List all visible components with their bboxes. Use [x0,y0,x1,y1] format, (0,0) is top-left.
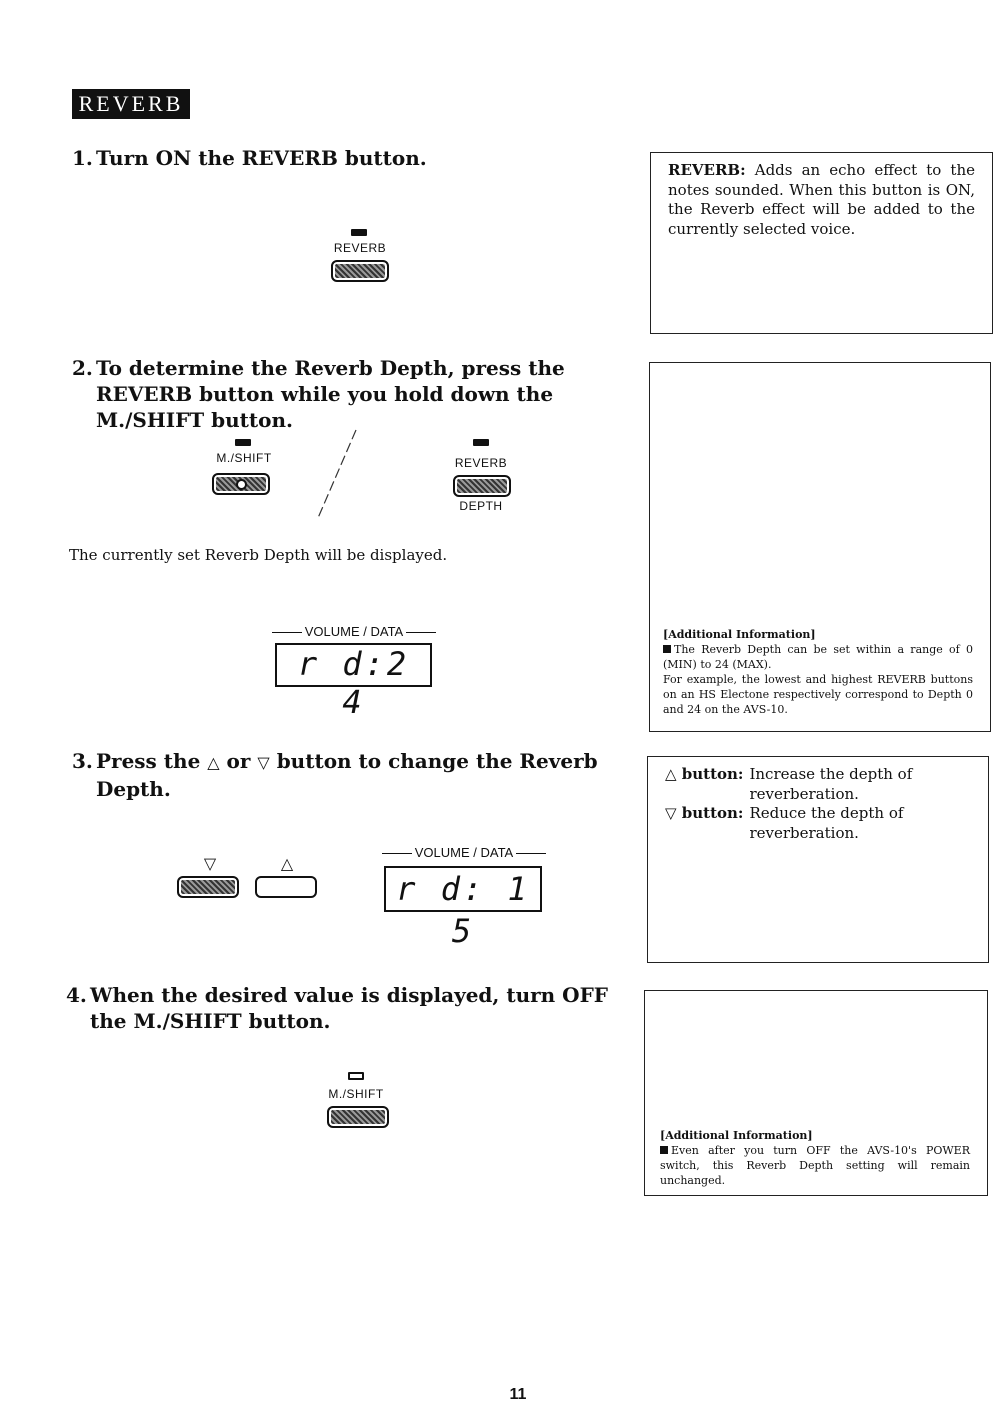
info-2 [660,1128,970,1188]
step-2-number: 2. [72,356,93,380]
volume-data-label-1-text: VOLUME / DATA [304,624,404,639]
step-2-caption: The currently set Reverb Depth will be displayed. [69,546,448,564]
info-1-heading: [Additional Information] [663,628,816,641]
reverb-led-2 [473,439,489,446]
reverb-note-box [650,152,993,334]
up-note-desc: Increase the depth of reverberation. [749,765,913,803]
mshift-button-step4[interactable] [327,1106,389,1128]
down-arrow-icon: ▽ [203,856,217,873]
bullet-square-icon [663,645,671,653]
step-3-text-before: Press the [96,749,201,773]
info-1-line-1: The Reverb Depth can be set within a range of 0 (MIN) to 24 (MAX). [663,643,973,671]
step-4 [66,982,626,1034]
reverb-label: REVERB [333,241,387,255]
mshift-label: M./SHIFT [216,451,272,465]
step-3-text-after: button to change the Reverb Depth. [96,749,598,801]
down-button[interactable] [177,876,239,898]
display-depth-15: r d: 1 5 [384,866,542,912]
button-note-box [647,756,989,963]
down-note-term: ▽ button: [665,804,744,822]
bullet-square-icon-2 [660,1146,668,1154]
combination-slash [312,428,362,520]
display-depth-24: r d:2 4 [275,643,432,687]
info-2-line-1: Even after you turn OFF the AVS-10's POWER switch, this Reverb Depth setting will remain unchanged. [660,1144,970,1187]
mshift-led-off [348,1072,364,1080]
shift-indicator-icon [236,479,247,490]
reverb-button-step2[interactable] [453,475,511,497]
step-1-number: 1. [72,146,93,170]
reverb-note-desc: Adds an echo effect to the notes sounded. When this button is ON, the Reverb effect will be added to the currently selected voice. [668,161,975,238]
reverb-label-2: REVERB [454,456,508,470]
up-arrow-icon: △ [280,856,294,873]
step-3 [72,748,632,802]
step-3-number: 3. [72,749,93,773]
info-2-heading: [Additional Information] [660,1129,813,1142]
info-box-1 [649,362,991,732]
volume-data-label-1 [262,624,446,639]
step-1-text: Turn ON the REVERB button. [96,146,427,170]
up-note [665,765,975,804]
down-note-desc: Reduce the depth of reverberation. [749,804,904,842]
volume-data-label-2-text: VOLUME / DATA [414,845,514,860]
mshift-led [235,439,251,446]
volume-data-label-2 [372,845,556,860]
reverb-note [668,161,975,239]
up-button[interactable] [255,876,317,898]
step-3-text [72,748,632,802]
info-1 [663,627,973,717]
page-number: 11 [509,1386,527,1403]
step-3-or: or [226,749,251,773]
section-title: REVERB [72,89,190,119]
up-symbol-icon: △ [207,753,220,772]
info-1-line-2: For example, the lowest and highest REVERB buttons on an HS Electone respectively correspond to Depth 0 and 24 on the AVS-10. [663,673,973,716]
reverb-note-term: REVERB: [668,161,746,179]
button-notes [665,765,975,843]
depth-label: DEPTH [459,499,503,513]
down-note [665,804,975,843]
step-1 [72,145,492,171]
reverb-button-step1[interactable] [331,260,389,282]
mshift-button-step2[interactable] [212,473,270,495]
mshift-label-step4: M./SHIFT [328,1087,384,1101]
step-4-text: When the desired value is displayed, turn OFF the M./SHIFT button. [90,983,608,1033]
step-2 [72,355,632,433]
reverb-led [351,229,367,236]
down-symbol-icon: ▽ [257,753,270,772]
step-2-text: To determine the Reverb Depth, press the REVERB button while you hold down the M./SHIFT button. [96,356,565,432]
up-note-term: △ button: [665,765,744,783]
step-4-number: 4. [66,983,87,1007]
info-box-2 [644,990,988,1196]
